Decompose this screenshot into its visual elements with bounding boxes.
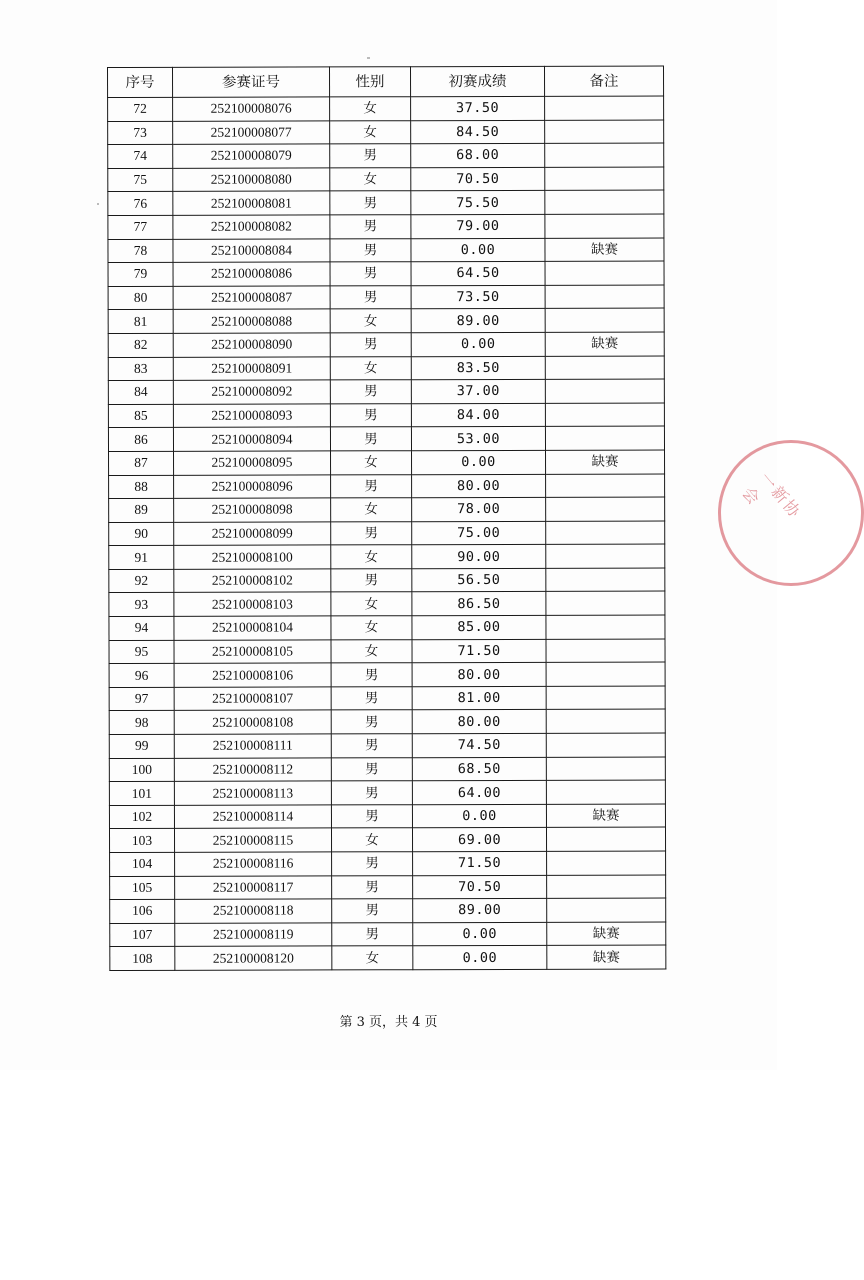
cell-gender: 男 xyxy=(330,262,411,286)
cell-gender: 男 xyxy=(331,757,412,781)
cell-prelim-score: 56.50 xyxy=(412,568,546,592)
table-row xyxy=(108,190,664,215)
cell-seq: 89 xyxy=(109,498,174,522)
cell-prelim-score: 78.00 xyxy=(412,497,546,521)
scan-speck xyxy=(97,203,99,205)
table-row xyxy=(110,851,666,876)
table-row xyxy=(110,922,666,947)
cell-seq: 99 xyxy=(109,734,174,758)
cell-seq: 73 xyxy=(108,121,173,145)
cell-remarks xyxy=(545,285,664,309)
cell-remarks: 缺赛 xyxy=(547,922,666,946)
cell-remarks xyxy=(546,592,665,616)
cell-prelim-score: 0.00 xyxy=(411,332,545,356)
cell-seq: 79 xyxy=(108,262,173,286)
cell-gender: 女 xyxy=(331,545,412,569)
cell-entry-id: 252100008116 xyxy=(175,852,332,876)
cell-remarks xyxy=(545,426,664,450)
cell-gender: 女 xyxy=(331,639,412,663)
cell-remarks xyxy=(545,143,664,167)
table-row xyxy=(108,120,664,145)
cell-seq: 75 xyxy=(108,168,173,192)
cell-gender: 男 xyxy=(331,710,412,734)
cell-remarks xyxy=(545,96,664,120)
table-row xyxy=(110,945,666,970)
cell-prelim-score: 75.50 xyxy=(411,191,545,215)
cell-entry-id: 252100008096 xyxy=(174,474,331,498)
cell-seq: 78 xyxy=(108,239,173,263)
cell-seq: 83 xyxy=(108,357,173,381)
table-row xyxy=(109,544,665,569)
cell-entry-id: 252100008090 xyxy=(173,333,330,357)
table-row xyxy=(108,167,664,192)
cell-seq: 93 xyxy=(109,593,174,617)
cell-gender: 男 xyxy=(331,805,412,829)
cell-gender: 男 xyxy=(330,215,411,239)
cell-remarks xyxy=(545,261,664,285)
cell-seq: 104 xyxy=(110,852,175,876)
cell-seq: 92 xyxy=(109,569,174,593)
cell-remarks: 缺赛 xyxy=(545,238,664,262)
cell-prelim-score: 0.00 xyxy=(412,450,546,474)
cell-entry-id: 252100008117 xyxy=(175,876,332,900)
cell-seq: 105 xyxy=(110,876,175,900)
cell-gender: 男 xyxy=(330,238,411,262)
cell-gender: 女 xyxy=(331,451,412,475)
cell-prelim-score: 89.00 xyxy=(411,309,545,333)
cell-entry-id: 252100008098 xyxy=(174,498,331,522)
table-row xyxy=(108,332,664,357)
cell-remarks xyxy=(546,615,665,639)
cell-remarks xyxy=(546,827,665,851)
cell-gender: 男 xyxy=(330,403,411,427)
cell-remarks xyxy=(546,544,665,568)
cell-entry-id: 252100008105 xyxy=(174,640,331,664)
cell-prelim-score: 80.00 xyxy=(412,710,546,734)
cell-gender: 男 xyxy=(330,144,411,168)
table-row xyxy=(108,285,664,310)
cell-remarks xyxy=(546,521,665,545)
cell-prelim-score: 0.00 xyxy=(411,238,545,262)
cell-gender: 男 xyxy=(330,285,411,309)
cell-prelim-score: 69.00 xyxy=(412,828,546,852)
cell-entry-id: 252100008082 xyxy=(173,215,330,239)
table-row xyxy=(108,238,664,263)
cell-gender: 男 xyxy=(331,521,412,545)
table-row xyxy=(109,780,665,805)
cell-remarks xyxy=(545,120,664,144)
scan-speck xyxy=(367,57,370,59)
cell-seq: 96 xyxy=(109,664,174,688)
cell-prelim-score: 64.00 xyxy=(412,781,546,805)
cell-entry-id: 252100008088 xyxy=(173,309,330,333)
table-row xyxy=(109,804,665,829)
cell-entry-id: 252100008079 xyxy=(173,144,330,168)
cell-prelim-score: 68.50 xyxy=(412,757,546,781)
cell-seq: 91 xyxy=(109,546,174,570)
cell-seq: 106 xyxy=(110,900,175,924)
cell-seq: 108 xyxy=(110,947,175,971)
cell-gender: 男 xyxy=(330,333,411,357)
cell-gender: 男 xyxy=(332,875,413,899)
cell-prelim-score: 84.00 xyxy=(411,403,545,427)
cell-gender: 男 xyxy=(331,781,412,805)
cell-entry-id: 252100008080 xyxy=(173,168,330,192)
table-row xyxy=(108,308,664,333)
cell-seq: 85 xyxy=(108,404,173,428)
cell-remarks: 缺赛 xyxy=(546,804,665,828)
cell-seq: 77 xyxy=(108,215,173,239)
table-row xyxy=(108,261,664,286)
table-row xyxy=(108,379,664,404)
cell-remarks xyxy=(546,497,665,521)
cell-entry-id: 252100008108 xyxy=(174,710,331,734)
table-row xyxy=(109,827,665,852)
cell-prelim-score: 84.50 xyxy=(411,120,545,144)
table-row xyxy=(108,143,664,168)
cell-prelim-score: 70.50 xyxy=(413,875,547,899)
cell-entry-id: 252100008107 xyxy=(174,687,331,711)
cell-gender: 男 xyxy=(330,191,411,215)
table-row xyxy=(109,450,665,475)
cell-remarks xyxy=(545,379,664,403)
table-row xyxy=(109,662,665,687)
cell-seq: 76 xyxy=(108,192,173,216)
cell-seq: 88 xyxy=(109,475,174,499)
cell-prelim-score: 79.00 xyxy=(411,214,545,238)
cell-gender: 男 xyxy=(331,474,412,498)
cell-gender: 女 xyxy=(330,97,411,121)
cell-gender: 男 xyxy=(332,899,413,923)
table-row xyxy=(109,733,665,758)
table-row xyxy=(109,592,665,617)
cell-entry-id: 252100008086 xyxy=(173,262,330,286)
cell-seq: 81 xyxy=(108,310,173,334)
cell-gender: 女 xyxy=(332,946,413,970)
cell-remarks xyxy=(546,686,665,710)
cell-seq: 95 xyxy=(109,640,174,664)
cell-gender: 男 xyxy=(330,427,411,451)
cell-entry-id: 252100008091 xyxy=(173,356,330,380)
cell-seq: 86 xyxy=(108,428,173,452)
cell-entry-id: 252100008118 xyxy=(175,899,332,923)
cell-remarks xyxy=(545,190,664,214)
cell-remarks xyxy=(547,875,666,899)
cell-seq: 100 xyxy=(109,758,174,782)
table-row xyxy=(108,403,664,428)
cell-seq: 87 xyxy=(109,451,174,475)
table-row xyxy=(109,521,665,546)
table-row xyxy=(108,214,664,239)
cell-gender: 女 xyxy=(331,828,412,852)
cell-prelim-score: 80.00 xyxy=(412,663,546,687)
cell-remarks: 缺赛 xyxy=(547,945,666,969)
cell-seq: 80 xyxy=(108,286,173,310)
table-header-row xyxy=(108,66,664,97)
cell-prelim-score: 0.00 xyxy=(412,804,546,828)
cell-remarks xyxy=(546,474,665,498)
cell-gender: 女 xyxy=(330,309,411,333)
cell-prelim-score: 68.00 xyxy=(411,144,545,168)
table-row xyxy=(109,474,665,499)
cell-entry-id: 252100008102 xyxy=(174,569,331,593)
cell-seq: 103 xyxy=(109,829,174,853)
cell-remarks xyxy=(545,356,664,380)
cell-remarks xyxy=(547,851,666,875)
cell-gender: 男 xyxy=(331,687,412,711)
cell-entry-id: 252100008106 xyxy=(174,663,331,687)
table-row xyxy=(108,356,664,381)
cell-entry-id: 252100008076 xyxy=(173,97,330,121)
table-row xyxy=(109,709,665,734)
cell-gender: 男 xyxy=(332,852,413,876)
cell-seq: 90 xyxy=(109,522,174,546)
header-seq: 序号 xyxy=(108,67,173,97)
cell-prelim-score: 83.50 xyxy=(411,356,545,380)
cell-entry-id: 252100008093 xyxy=(173,404,330,428)
cell-gender: 男 xyxy=(331,569,412,593)
cell-gender: 女 xyxy=(331,616,412,640)
cell-prelim-score: 70.50 xyxy=(411,167,545,191)
cell-entry-id: 252100008084 xyxy=(173,238,330,262)
cell-seq: 94 xyxy=(109,616,174,640)
header-gender: 性别 xyxy=(330,67,411,97)
cell-entry-id: 252100008113 xyxy=(174,781,331,805)
cell-remarks xyxy=(546,757,665,781)
cell-entry-id: 252100008094 xyxy=(173,427,330,451)
cell-remarks: 缺赛 xyxy=(546,450,665,474)
cell-entry-id: 252100008103 xyxy=(174,592,331,616)
cell-prelim-score: 37.50 xyxy=(411,96,545,120)
cell-entry-id: 252100008112 xyxy=(174,758,331,782)
cell-seq: 74 xyxy=(108,145,173,169)
cell-gender: 女 xyxy=(330,356,411,380)
cell-entry-id: 252100008099 xyxy=(174,522,331,546)
cell-prelim-score: 86.50 xyxy=(412,592,546,616)
cell-entry-id: 252100008115 xyxy=(174,828,331,852)
cell-seq: 98 xyxy=(109,711,174,735)
page-number: 第 3 页，共 4 页 xyxy=(339,1015,438,1030)
cell-prelim-score: 73.50 xyxy=(411,285,545,309)
cell-prelim-score: 89.00 xyxy=(413,899,547,923)
cell-entry-id: 252100008119 xyxy=(175,923,332,947)
cell-entry-id: 252100008092 xyxy=(173,380,330,404)
cell-prelim-score: 90.00 xyxy=(412,545,546,569)
cell-remarks xyxy=(546,639,665,663)
cell-prelim-score: 64.50 xyxy=(411,262,545,286)
cell-gender: 女 xyxy=(331,498,412,522)
header-remarks: 备注 xyxy=(544,66,663,96)
cell-gender: 女 xyxy=(330,167,411,191)
table-row xyxy=(108,426,664,451)
cell-seq: 72 xyxy=(108,97,173,121)
cell-remarks xyxy=(546,568,665,592)
cell-remarks xyxy=(545,308,664,332)
table-row xyxy=(110,875,666,900)
cell-remarks: 缺赛 xyxy=(545,332,664,356)
cell-seq: 84 xyxy=(108,380,173,404)
cell-remarks xyxy=(545,167,664,191)
table-row xyxy=(109,686,665,711)
score-table xyxy=(107,66,666,971)
cell-entry-id: 252100008095 xyxy=(174,451,331,475)
table-row xyxy=(109,497,665,522)
header-prelim-score: 初赛成绩 xyxy=(411,66,545,96)
table-row xyxy=(109,639,665,664)
table-row xyxy=(109,757,665,782)
cell-remarks xyxy=(546,780,665,804)
cell-entry-id: 252100008104 xyxy=(174,616,331,640)
cell-remarks xyxy=(545,214,664,238)
cell-gender: 女 xyxy=(330,120,411,144)
cell-seq: 82 xyxy=(108,333,173,357)
cell-entry-id: 252100008081 xyxy=(173,191,330,215)
cell-seq: 101 xyxy=(109,782,174,806)
cell-prelim-score: 71.50 xyxy=(412,639,546,663)
cell-entry-id: 252100008100 xyxy=(174,545,331,569)
cell-prelim-score: 0.00 xyxy=(413,922,547,946)
cell-entry-id: 252100008111 xyxy=(174,734,331,758)
cell-prelim-score: 81.00 xyxy=(412,686,546,710)
cell-entry-id: 252100008120 xyxy=(175,946,332,970)
cell-prelim-score: 80.00 xyxy=(412,474,546,498)
cell-prelim-score: 53.00 xyxy=(411,427,545,451)
header-entry-id: 参赛证号 xyxy=(173,67,330,97)
cell-prelim-score: 75.00 xyxy=(412,521,546,545)
cell-entry-id: 252100008114 xyxy=(174,805,331,829)
cell-gender: 女 xyxy=(331,592,412,616)
cell-prelim-score: 37.00 xyxy=(411,379,545,403)
official-seal-text: 一新协会 xyxy=(738,468,806,523)
cell-entry-id: 252100008077 xyxy=(173,121,330,145)
cell-remarks xyxy=(545,403,664,427)
cell-remarks xyxy=(547,898,666,922)
cell-gender: 男 xyxy=(331,734,412,758)
cell-prelim-score: 85.00 xyxy=(412,615,546,639)
table-row xyxy=(109,615,665,640)
cell-remarks xyxy=(546,662,665,686)
cell-prelim-score: 71.50 xyxy=(413,851,547,875)
table-row xyxy=(110,898,666,923)
cell-entry-id: 252100008087 xyxy=(173,286,330,310)
table-row xyxy=(109,568,665,593)
cell-remarks xyxy=(546,733,665,757)
cell-gender: 男 xyxy=(330,380,411,404)
cell-remarks xyxy=(546,709,665,733)
cell-seq: 107 xyxy=(110,923,175,947)
cell-seq: 97 xyxy=(109,687,174,711)
cell-gender: 男 xyxy=(331,663,412,687)
cell-seq: 102 xyxy=(109,805,174,829)
cell-gender: 男 xyxy=(332,922,413,946)
table-row xyxy=(108,96,664,121)
cell-prelim-score: 0.00 xyxy=(413,946,547,970)
cell-prelim-score: 74.50 xyxy=(412,733,546,757)
